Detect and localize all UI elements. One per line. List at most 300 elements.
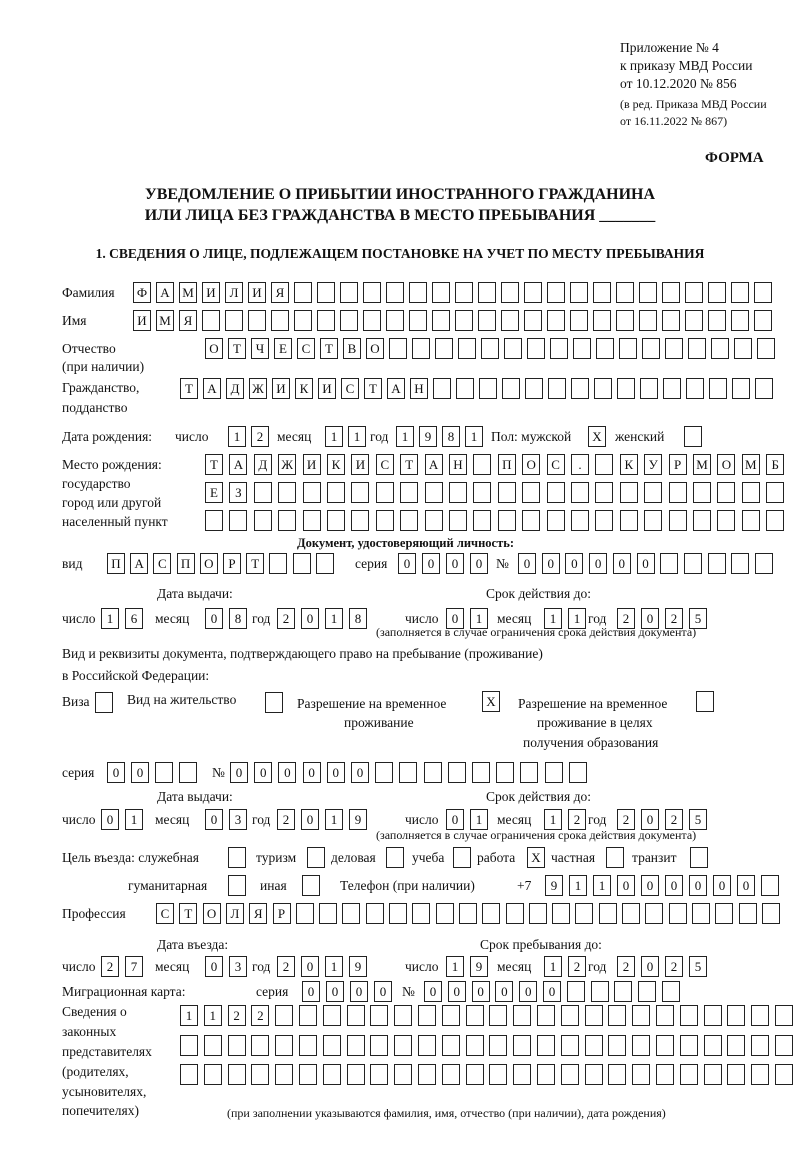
char-box[interactable] <box>561 1035 579 1056</box>
char-box[interactable] <box>347 1035 365 1056</box>
char-box[interactable] <box>228 847 246 868</box>
char-box[interactable] <box>742 510 760 531</box>
char-box[interactable]: А <box>229 454 247 475</box>
char-box[interactable] <box>594 378 612 399</box>
char-box[interactable]: Т <box>246 553 264 574</box>
birth-month-field[interactable] <box>325 426 366 448</box>
char-box[interactable] <box>204 1035 222 1056</box>
char-box[interactable]: Ч <box>251 338 269 359</box>
char-box[interactable] <box>299 1035 317 1056</box>
char-box[interactable] <box>775 1035 793 1056</box>
char-box[interactable] <box>294 282 312 303</box>
char-box[interactable] <box>660 553 678 574</box>
char-box[interactable] <box>632 1064 650 1085</box>
char-box[interactable]: 0 <box>205 956 223 977</box>
char-box[interactable]: . <box>571 454 589 475</box>
char-box[interactable] <box>180 1035 198 1056</box>
char-box[interactable] <box>608 1035 626 1056</box>
char-box[interactable] <box>386 847 404 868</box>
char-box[interactable] <box>619 338 637 359</box>
char-box[interactable] <box>409 282 427 303</box>
char-box[interactable] <box>608 1005 626 1026</box>
char-box[interactable]: 0 <box>713 875 731 896</box>
char-box[interactable]: X <box>588 426 606 447</box>
char-box[interactable] <box>442 1005 460 1026</box>
char-box[interactable]: 1 <box>544 956 562 977</box>
char-box[interactable] <box>442 1064 460 1085</box>
char-box[interactable] <box>552 903 570 924</box>
until-day-field[interactable] <box>446 956 488 978</box>
char-box[interactable]: 0 <box>470 553 488 574</box>
char-box[interactable] <box>632 1005 650 1026</box>
id-doc-number-field[interactable] <box>518 553 773 575</box>
char-box[interactable] <box>669 510 687 531</box>
char-box[interactable]: Н <box>449 454 467 475</box>
char-box[interactable]: 0 <box>446 553 464 574</box>
char-box[interactable]: 0 <box>327 762 345 783</box>
char-box[interactable] <box>593 282 611 303</box>
char-box[interactable]: 7 <box>125 956 143 977</box>
char-box[interactable] <box>275 1005 293 1026</box>
char-box[interactable] <box>424 762 442 783</box>
char-box[interactable]: 8 <box>442 426 460 447</box>
char-box[interactable] <box>696 691 714 712</box>
char-box[interactable] <box>449 510 467 531</box>
char-box[interactable] <box>478 310 496 331</box>
char-box[interactable] <box>248 310 266 331</box>
char-box[interactable] <box>708 553 726 574</box>
char-box[interactable] <box>547 482 565 503</box>
char-box[interactable]: 0 <box>230 762 248 783</box>
char-box[interactable]: 0 <box>613 553 631 574</box>
char-box[interactable] <box>489 1035 507 1056</box>
char-box[interactable] <box>502 378 520 399</box>
char-box[interactable] <box>732 378 750 399</box>
char-box[interactable] <box>489 1005 507 1026</box>
char-box[interactable]: Т <box>364 378 382 399</box>
char-box[interactable] <box>425 482 443 503</box>
char-box[interactable] <box>294 310 312 331</box>
purpose-official-checkbox[interactable] <box>228 847 246 869</box>
char-box[interactable]: 0 <box>589 553 607 574</box>
char-box[interactable] <box>202 310 220 331</box>
stay-doc-number-field[interactable] <box>230 762 587 784</box>
char-box[interactable] <box>455 310 473 331</box>
representatives-field-2[interactable] <box>180 1035 793 1057</box>
char-box[interactable]: Ж <box>278 454 296 475</box>
birthplace-field-1[interactable] <box>205 454 784 476</box>
char-box[interactable] <box>639 282 657 303</box>
char-box[interactable]: 1 <box>470 809 488 830</box>
char-box[interactable]: Л <box>226 903 244 924</box>
name-field[interactable] <box>133 310 772 332</box>
char-box[interactable] <box>418 1005 436 1026</box>
char-box[interactable]: 0 <box>278 762 296 783</box>
char-box[interactable]: И <box>248 282 266 303</box>
char-box[interactable]: 2 <box>568 809 586 830</box>
char-box[interactable] <box>739 903 757 924</box>
char-box[interactable] <box>327 482 345 503</box>
char-box[interactable] <box>685 282 703 303</box>
char-box[interactable] <box>561 1005 579 1026</box>
char-box[interactable] <box>347 1064 365 1085</box>
char-box[interactable] <box>686 378 704 399</box>
char-box[interactable] <box>620 510 638 531</box>
char-box[interactable]: 0 <box>424 981 442 1002</box>
char-box[interactable]: 0 <box>374 981 392 1002</box>
char-box[interactable] <box>323 1064 341 1085</box>
char-box[interactable] <box>228 875 246 896</box>
char-box[interactable] <box>433 378 451 399</box>
char-box[interactable]: 1 <box>446 956 464 977</box>
char-box[interactable]: И <box>318 378 336 399</box>
char-box[interactable] <box>731 310 749 331</box>
char-box[interactable] <box>472 762 490 783</box>
char-box[interactable] <box>394 1064 412 1085</box>
char-box[interactable]: Б <box>766 454 784 475</box>
char-box[interactable] <box>180 1064 198 1085</box>
char-box[interactable]: О <box>200 553 218 574</box>
migration-card-number-field[interactable] <box>424 981 680 1003</box>
char-box[interactable] <box>269 553 287 574</box>
char-box[interactable]: 1 <box>544 608 562 629</box>
char-box[interactable]: Т <box>179 903 197 924</box>
char-box[interactable] <box>366 903 384 924</box>
char-box[interactable] <box>271 310 289 331</box>
char-box[interactable] <box>501 282 519 303</box>
char-box[interactable] <box>204 1064 222 1085</box>
char-box[interactable]: О <box>522 454 540 475</box>
char-box[interactable]: С <box>297 338 315 359</box>
char-box[interactable]: 2 <box>228 1005 246 1026</box>
char-box[interactable] <box>389 903 407 924</box>
char-box[interactable] <box>595 482 613 503</box>
char-box[interactable] <box>644 510 662 531</box>
char-box[interactable]: Я <box>179 310 197 331</box>
char-box[interactable]: 0 <box>351 762 369 783</box>
char-box[interactable]: 2 <box>665 809 683 830</box>
char-box[interactable]: А <box>425 454 443 475</box>
char-box[interactable]: 0 <box>422 553 440 574</box>
char-box[interactable]: С <box>376 454 394 475</box>
char-box[interactable]: Т <box>320 338 338 359</box>
char-box[interactable] <box>717 510 735 531</box>
birth-day-field[interactable] <box>228 426 269 448</box>
patronymic-field[interactable] <box>205 338 775 360</box>
char-box[interactable]: 0 <box>565 553 583 574</box>
char-box[interactable]: 0 <box>472 981 490 1002</box>
char-box[interactable] <box>254 482 272 503</box>
char-box[interactable]: 1 <box>101 608 119 629</box>
char-box[interactable]: 5 <box>689 956 707 977</box>
char-box[interactable] <box>688 338 706 359</box>
char-box[interactable]: 0 <box>446 608 464 629</box>
char-box[interactable] <box>375 762 393 783</box>
char-box[interactable]: 0 <box>398 553 416 574</box>
char-box[interactable]: X <box>527 847 545 868</box>
char-box[interactable]: М <box>156 310 174 331</box>
char-box[interactable] <box>340 282 358 303</box>
char-box[interactable] <box>567 981 585 1002</box>
char-box[interactable]: Р <box>273 903 291 924</box>
char-box[interactable] <box>620 482 638 503</box>
char-box[interactable] <box>680 1064 698 1085</box>
char-box[interactable] <box>302 875 320 896</box>
char-box[interactable] <box>370 1064 388 1085</box>
char-box[interactable]: П <box>177 553 195 574</box>
purpose-other-checkbox[interactable] <box>302 875 320 897</box>
char-box[interactable] <box>363 310 381 331</box>
char-box[interactable] <box>394 1035 412 1056</box>
char-box[interactable]: 1 <box>470 608 488 629</box>
char-box[interactable] <box>442 1035 460 1056</box>
birth-year-field[interactable] <box>396 426 483 448</box>
char-box[interactable] <box>684 553 702 574</box>
char-box[interactable] <box>278 510 296 531</box>
char-box[interactable]: И <box>303 454 321 475</box>
char-box[interactable]: 0 <box>637 553 655 574</box>
char-box[interactable] <box>662 310 680 331</box>
char-box[interactable] <box>642 338 660 359</box>
purpose-humanitarian-checkbox[interactable] <box>228 875 246 897</box>
char-box[interactable] <box>251 1035 269 1056</box>
char-box[interactable]: З <box>229 482 247 503</box>
char-box[interactable] <box>591 981 609 1002</box>
char-box[interactable]: Т <box>400 454 418 475</box>
char-box[interactable] <box>547 510 565 531</box>
char-box[interactable] <box>506 903 524 924</box>
char-box[interactable]: 0 <box>301 809 319 830</box>
char-box[interactable] <box>708 310 726 331</box>
char-box[interactable]: Н <box>410 378 428 399</box>
char-box[interactable] <box>593 310 611 331</box>
stay-issue-month-field[interactable] <box>205 809 247 831</box>
char-box[interactable] <box>595 454 613 475</box>
char-box[interactable]: М <box>693 454 711 475</box>
char-box[interactable] <box>299 1005 317 1026</box>
representatives-field-1[interactable] <box>180 1005 793 1027</box>
char-box[interactable]: 1 <box>593 875 611 896</box>
char-box[interactable]: 5 <box>689 608 707 629</box>
char-box[interactable]: С <box>156 903 174 924</box>
char-box[interactable] <box>456 378 474 399</box>
char-box[interactable]: 0 <box>665 875 683 896</box>
char-box[interactable] <box>482 903 500 924</box>
char-box[interactable] <box>537 1064 555 1085</box>
char-box[interactable] <box>524 282 542 303</box>
temp-residence-checkbox[interactable] <box>482 691 500 713</box>
char-box[interactable] <box>693 510 711 531</box>
profession-field[interactable] <box>156 903 780 925</box>
char-box[interactable] <box>751 1064 769 1085</box>
char-box[interactable] <box>425 510 443 531</box>
char-box[interactable] <box>616 310 634 331</box>
char-box[interactable] <box>537 1005 555 1026</box>
char-box[interactable]: И <box>202 282 220 303</box>
char-box[interactable] <box>205 510 223 531</box>
char-box[interactable]: X <box>482 691 500 712</box>
char-box[interactable] <box>639 310 657 331</box>
char-box[interactable] <box>155 762 173 783</box>
char-box[interactable] <box>575 903 593 924</box>
char-box[interactable] <box>525 378 543 399</box>
char-box[interactable] <box>228 1035 246 1056</box>
char-box[interactable]: 0 <box>518 553 536 574</box>
entry-day-field[interactable] <box>101 956 143 978</box>
char-box[interactable]: 1 <box>569 875 587 896</box>
char-box[interactable] <box>680 1035 698 1056</box>
char-box[interactable] <box>599 903 617 924</box>
char-box[interactable] <box>524 310 542 331</box>
char-box[interactable] <box>644 482 662 503</box>
char-box[interactable] <box>179 762 197 783</box>
char-box[interactable] <box>327 510 345 531</box>
purpose-work-checkbox[interactable] <box>527 847 545 869</box>
char-box[interactable] <box>317 282 335 303</box>
char-box[interactable]: 1 <box>396 426 414 447</box>
char-box[interactable] <box>448 762 466 783</box>
char-box[interactable]: 1 <box>325 426 343 447</box>
char-box[interactable] <box>412 903 430 924</box>
char-box[interactable] <box>432 310 450 331</box>
stay-issue-year-field[interactable] <box>277 809 367 831</box>
char-box[interactable] <box>317 310 335 331</box>
char-box[interactable]: А <box>130 553 148 574</box>
char-box[interactable] <box>473 482 491 503</box>
char-box[interactable] <box>323 1035 341 1056</box>
char-box[interactable] <box>496 762 514 783</box>
char-box[interactable] <box>573 338 591 359</box>
birthplace-field-2[interactable] <box>205 482 784 504</box>
char-box[interactable] <box>498 482 516 503</box>
char-box[interactable]: 0 <box>641 809 659 830</box>
char-box[interactable]: И <box>133 310 151 331</box>
char-box[interactable] <box>731 282 749 303</box>
char-box[interactable]: 9 <box>349 956 367 977</box>
char-box[interactable]: 0 <box>542 553 560 574</box>
id-doc-series-field[interactable] <box>398 553 488 575</box>
entry-year-field[interactable] <box>277 956 367 978</box>
char-box[interactable] <box>693 482 711 503</box>
char-box[interactable]: 1 <box>348 426 366 447</box>
char-box[interactable] <box>751 1035 769 1056</box>
char-box[interactable]: С <box>153 553 171 574</box>
char-box[interactable] <box>754 310 772 331</box>
char-box[interactable]: 0 <box>302 981 320 1002</box>
char-box[interactable] <box>717 482 735 503</box>
purpose-study-checkbox[interactable] <box>453 847 471 869</box>
char-box[interactable]: А <box>203 378 221 399</box>
char-box[interactable]: О <box>205 338 223 359</box>
char-box[interactable] <box>622 903 640 924</box>
char-box[interactable] <box>751 1005 769 1026</box>
char-box[interactable]: К <box>620 454 638 475</box>
char-box[interactable] <box>690 847 708 868</box>
char-box[interactable]: 2 <box>251 1005 269 1026</box>
entry-month-field[interactable] <box>205 956 247 978</box>
char-box[interactable]: 0 <box>495 981 513 1002</box>
char-box[interactable] <box>418 1064 436 1085</box>
char-box[interactable] <box>307 847 325 868</box>
char-box[interactable] <box>473 510 491 531</box>
char-box[interactable] <box>498 510 516 531</box>
char-box[interactable]: Р <box>669 454 687 475</box>
char-box[interactable]: 1 <box>325 809 343 830</box>
char-box[interactable] <box>386 310 404 331</box>
char-box[interactable]: 2 <box>617 956 635 977</box>
char-box[interactable] <box>656 1005 674 1026</box>
char-box[interactable] <box>228 1064 246 1085</box>
char-box[interactable] <box>95 692 113 713</box>
char-box[interactable]: О <box>717 454 735 475</box>
char-box[interactable] <box>275 1035 293 1056</box>
char-box[interactable]: 0 <box>641 608 659 629</box>
surname-field[interactable] <box>133 282 772 304</box>
char-box[interactable] <box>617 378 635 399</box>
char-box[interactable]: 1 <box>465 426 483 447</box>
char-box[interactable]: О <box>366 338 384 359</box>
char-box[interactable]: Д <box>226 378 244 399</box>
char-box[interactable]: 2 <box>568 956 586 977</box>
char-box[interactable] <box>663 378 681 399</box>
char-box[interactable] <box>662 981 680 1002</box>
char-box[interactable]: 2 <box>277 809 295 830</box>
char-box[interactable] <box>478 282 496 303</box>
char-box[interactable] <box>680 1005 698 1026</box>
char-box[interactable] <box>775 1064 793 1085</box>
char-box[interactable] <box>303 482 321 503</box>
char-box[interactable] <box>501 310 519 331</box>
char-box[interactable]: 0 <box>689 875 707 896</box>
char-box[interactable] <box>347 1005 365 1026</box>
char-box[interactable] <box>389 338 407 359</box>
char-box[interactable] <box>656 1064 674 1085</box>
char-box[interactable] <box>293 553 311 574</box>
char-box[interactable] <box>571 482 589 503</box>
char-box[interactable]: 2 <box>617 608 635 629</box>
char-box[interactable]: 0 <box>543 981 561 1002</box>
char-box[interactable] <box>229 510 247 531</box>
char-box[interactable]: 1 <box>325 608 343 629</box>
char-box[interactable] <box>608 1064 626 1085</box>
char-box[interactable]: 0 <box>205 809 223 830</box>
char-box[interactable] <box>561 1064 579 1085</box>
char-box[interactable]: 9 <box>470 956 488 977</box>
char-box[interactable]: Ф <box>133 282 151 303</box>
char-box[interactable] <box>711 338 729 359</box>
char-box[interactable] <box>571 510 589 531</box>
char-box[interactable]: Я <box>271 282 289 303</box>
char-box[interactable]: 2 <box>665 956 683 977</box>
char-box[interactable] <box>616 282 634 303</box>
char-box[interactable] <box>522 482 540 503</box>
char-box[interactable] <box>645 903 663 924</box>
char-box[interactable] <box>399 762 417 783</box>
char-box[interactable] <box>669 482 687 503</box>
char-box[interactable] <box>762 903 780 924</box>
migration-card-series-field[interactable] <box>302 981 392 1003</box>
char-box[interactable] <box>458 338 476 359</box>
char-box[interactable] <box>481 338 499 359</box>
char-box[interactable] <box>766 510 784 531</box>
char-box[interactable] <box>459 903 477 924</box>
char-box[interactable] <box>761 875 779 896</box>
char-box[interactable] <box>665 338 683 359</box>
char-box[interactable] <box>449 482 467 503</box>
char-box[interactable]: 0 <box>301 608 319 629</box>
char-box[interactable] <box>412 338 430 359</box>
representatives-field-3[interactable] <box>180 1064 793 1086</box>
